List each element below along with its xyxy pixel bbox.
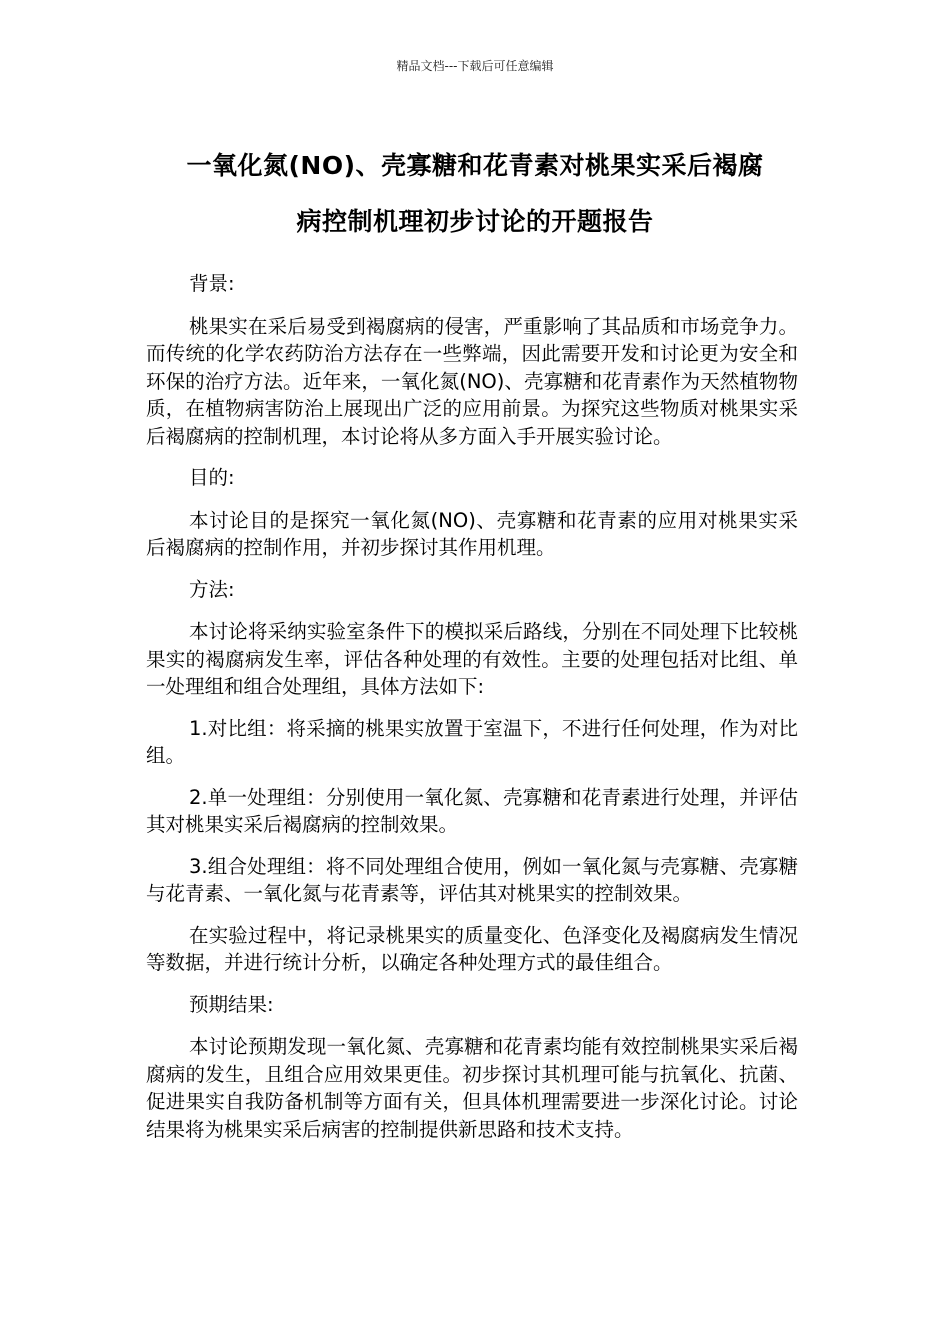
purpose-paragraph: 本讨论目的是探究一氧化氮(NO)、壳寡糖和花青素的应用对桃果实采后褐腐病的控制作用，并初步探讨其作用机理。 (146, 508, 798, 559)
background-heading: 背景: (189, 272, 235, 295)
method-heading: 方法: (189, 577, 235, 601)
result-paragraph: 本讨论预期发现一氧化氮、壳寡糖和花青素均能有效控制桃果实采后褐腐病的发生，且组合应用效果更佳。初步探讨其机理可能与抗氧化、抗菌、促进果实自我防备机制等方面有关，但具体机理需要进一步深化讨论。讨论结果将为桃果实采后病害的控制提供新思路和技术支持。 (146, 1035, 798, 1141)
purpose-heading: 目的: (189, 466, 235, 489)
method-item-single: 2.单一处理组：分别使用一氧化氮、壳寡糖和花青素进行处理，并评估其对桃果实采后褐腐病的控制效果。 (146, 785, 798, 836)
method-item-control: 1.对比组：将采摘的桃果实放置于室温下，不进行任何处理，作为对比组。 (146, 716, 798, 767)
title-line-1: 一氧化氮(NO)、壳寡糖和花青素对桃果实采后褐腐 (186, 151, 764, 180)
method-paragraph: 本讨论将采纳实验室条件下的模拟采后路线，分别在不同处理下比较桃果实的褐腐病发生率，评估各种处理的有效性。主要的处理包括对比组、单一处理组和组合处理组，具体方法如下: (146, 620, 798, 698)
method-note-paragraph: 在实验过程中，将记录桃果实的质量变化、色泽变化及褐腐病发生情况等数据，并进行统计分析，以确定各种处理方式的最佳组合。 (146, 923, 798, 974)
result-heading: 预期结果: (189, 992, 274, 1016)
title-line-2: 病控制机理初步讨论的开题报告 (296, 207, 654, 236)
header-note: 精品文档---下载后可任意编辑 (396, 59, 554, 73)
method-item-combined: 3.组合处理组：将不同处理组合使用，例如一氧化氮与壳寡糖、壳寡糖与花青素、一氧化氮与花青素等，评估其对桃果实的控制效果。 (146, 854, 798, 905)
document-title (120, 138, 830, 250)
document-body (146, 270, 798, 1157)
background-paragraph: 桃果实在采后易受到褐腐病的侵害，严重影响了其品质和市场竞争力。而传统的化学农药防治方法存在一些弊端，因此需要开发和讨论更为安全和环保的治疗方法。近年来，一氧化氮(NO)、壳寡糖和花青素作为天然植物物质，在植物病害防治上展现出广泛的应用前景。为探究这些物质对桃果实采后褐腐病的控制机理，本讨论将从多方面入手开展实验讨论。 (146, 314, 798, 448)
